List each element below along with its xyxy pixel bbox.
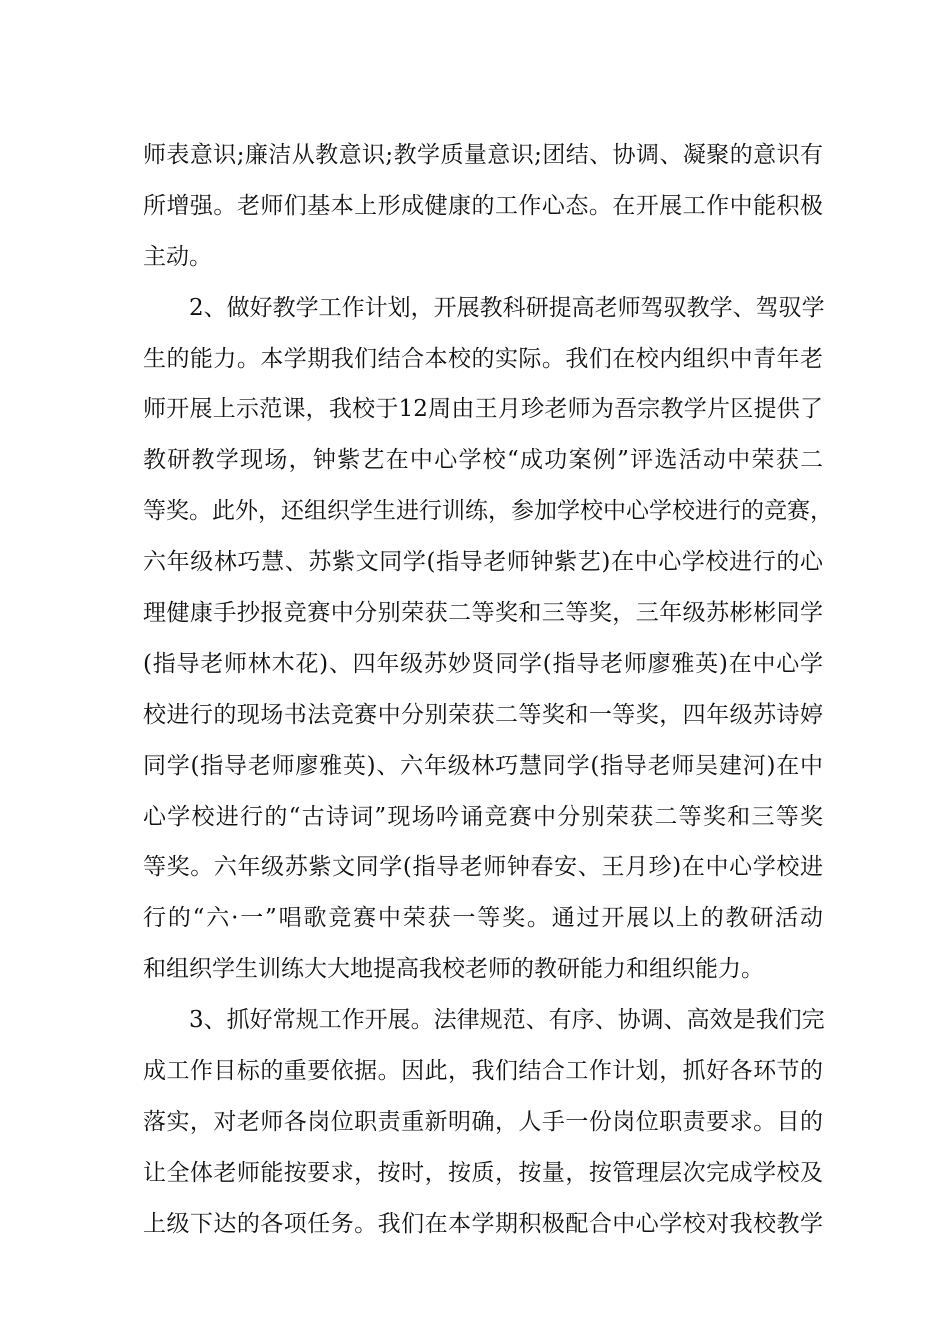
- text-line: 等奖。此外，还组织学生进行训练，参加学校中心学校进行的竞赛，: [143, 498, 833, 525]
- text-line: 校进行的现场书法竞赛中分别荣获二等奖和一等奖，四年级苏诗婷: [143, 701, 823, 728]
- text-line: 教研教学现场，钟紫艺在中心学校“成功案例”评选活动中荣获二: [143, 447, 823, 474]
- text-line: 让全体老师能按要求，按时，按质，按量，按管理层次完成学校及: [143, 1159, 823, 1186]
- text-line: 主动。: [143, 243, 212, 270]
- text-line: 师开展上示范课，我校于12周由王月珍老师为吾宗教学片区提供了: [143, 396, 823, 423]
- text-line: 等奖。六年级苏紫文同学(指导老师钟春安、王月珍)在中心学校进: [143, 854, 823, 881]
- text-line: 落实，对老师各岗位职责重新明确，人手一份岗位职责要求。目的: [143, 1108, 823, 1135]
- paragraph-start-line: 3、抓好常规工作开展。法律规范、有序、协调、高效是我们完: [189, 1007, 825, 1034]
- text-line: 同学(指导老师廖雅英)、六年级林巧慧同学(指导老师吴建河)在中: [143, 752, 823, 779]
- text-line: 师表意识;廉洁从教意识;教学质量意识;团结、协调、凝聚的意识有: [143, 142, 823, 168]
- text-line: 行的“六·一”唱歌竞赛中荣获一等奖。通过开展以上的教研活动: [143, 905, 823, 932]
- text-line: 上级下达的各项任务。我们在本学期积极配合中心学校对我校教学: [143, 1210, 823, 1237]
- text-line: 心学校进行的“古诗词”现场吟诵竞赛中分别荣获二等奖和三等奖: [143, 803, 823, 830]
- text-line: (指导老师林木花)、四年级苏妙贤同学(指导老师廖雅英)在中心学: [143, 650, 823, 677]
- text-line: 和组织学生训练大大地提高我校老师的教研能力和组织能力。: [143, 956, 764, 983]
- body-text: [143, 130, 833, 1250]
- text-line: 成工作目标的重要依据。因此，我们结合工作计划，抓好各环节的: [143, 1058, 823, 1085]
- text-line: 理健康手抄报竞赛中分别荣获二等奖和三等奖，三年级苏彬彬同学: [143, 600, 823, 627]
- paragraph-start-line: 2、做好教学工作计划，开展教科研提高老师驾驭教学、驾驭学: [189, 294, 825, 321]
- text-line: 生的能力。本学期我们结合本校的实际。我们在校内组织中青年老: [143, 345, 823, 372]
- text-line: 六年级林巧慧、苏紫文同学(指导老师钟紫艺)在中心学校进行的心: [143, 549, 823, 576]
- text-line: 所增强。老师们基本上形成健康的工作心态。在开展工作中能积极: [143, 192, 823, 219]
